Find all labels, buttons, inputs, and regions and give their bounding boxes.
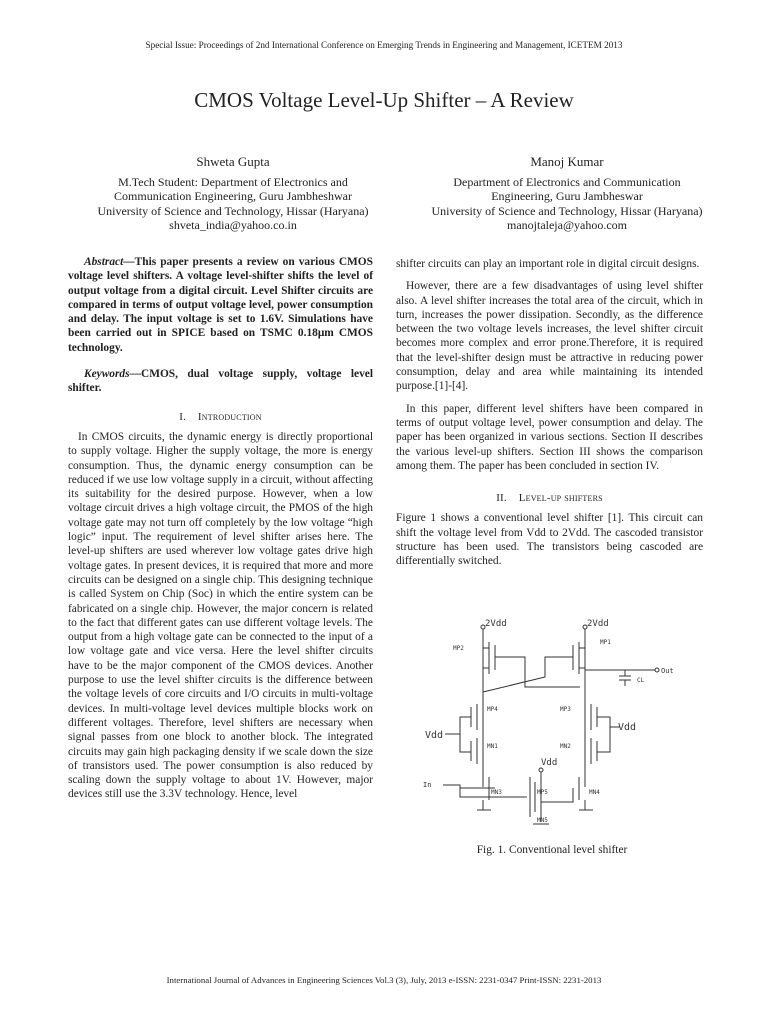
author-email: manojtaleja@yahoo.com [506, 218, 627, 233]
label-mn1: MN1 [487, 743, 498, 750]
keywords-label: Keywords— [84, 368, 141, 381]
label-vdd-mid: Vdd [541, 758, 558, 768]
paragraph: However, there are a few disadvantages of using level shifter also. A level shifter increases the total area of the circuit, which in turn, increases the power dissipation. Secondly, as the difference between the two voltage levels increases, the level shifter circuit becomes more complex and error prone.Therefore, it is required that the level-shifter design must be attractive in reducing power consumption, delay and area while maintaining its intended purpose.[1]-[4]. [396, 280, 703, 393]
abstract [68, 255, 373, 355]
author-affiliation-line: Engineering, Guru Jambheswar [491, 189, 643, 204]
author-name: Shweta Gupta [196, 154, 270, 169]
label-in: In [423, 781, 432, 789]
author-name: Manoj Kumar [530, 154, 604, 169]
author-affiliation-line: M.Tech Student: Department of Electronics and [118, 174, 348, 189]
label-cl: CL [637, 677, 645, 684]
author-affiliation-line: Communication Engineering, Guru Jambheshwar [114, 189, 352, 204]
author-block-1 [68, 155, 398, 233]
label-mn5: MN5 [537, 817, 548, 824]
paragraph: In this paper, different level shifters have been compared in terms of output voltage level, power consumption and delay. The paper has been organized in various sections. Section II describes the various level-up shifters. Section III shows the comparison among them. The paper has been concluded in section IV. [396, 402, 703, 472]
keywords-text: CMOS, dual voltage supply, voltage level shifter. [68, 368, 373, 395]
label-mp1: MP1 [600, 639, 611, 646]
abstract-label: Abstract— [84, 256, 135, 268]
label-mn2: MN2 [560, 743, 571, 750]
author-block-2 [402, 155, 732, 233]
section-title: Level-up shifters [518, 492, 603, 505]
right-column [396, 257, 703, 577]
paragraph: shifter circuits can play an important role in digital circuit designs. [396, 258, 700, 270]
running-header: Special Issue: Proceedings of 2nd International Conference on Emerging Trends in Engineering and Management, ICETEM 2013 [145, 40, 623, 50]
keywords [68, 367, 373, 396]
label-mn4: MN4 [589, 789, 600, 796]
label-mp4: MP4 [487, 706, 498, 713]
author-email: shveta_india@yahoo.co.in [169, 218, 297, 233]
label-vdd-right: Vdd [618, 722, 637, 733]
output-terminal [655, 668, 659, 672]
level-shifter-schematic [415, 612, 700, 837]
label-mp2: MP2 [453, 645, 464, 652]
abstract-text: This paper presents a review on various CMOS voltage level shifters. A voltage level-shifter shifts the level of output voltage from a digital circuit. Level Shifter circuits are compared in terms of output voltage level, power consumption and delay. The input voltage is set to 1.6V. Simulations have been carried out in SPICE based on TSMC 0.18μm CMOS technology. [68, 256, 373, 354]
figure-caption: Fig. 1. Conventional level shifter [476, 844, 628, 856]
label-out: Out [661, 667, 674, 675]
section-number: I. [179, 410, 187, 423]
author-affiliation-line: University of Science and Technology, Hissar (Haryana) [431, 203, 703, 218]
label-mp3: MP3 [560, 706, 571, 713]
label-mp5: MP5 [537, 789, 548, 796]
left-column [68, 255, 373, 810]
label-vdd-left: Vdd [425, 730, 444, 741]
label-2vdd-right: 2Vdd [587, 619, 609, 629]
author-affiliation-line: Department of Electronics and Communication [453, 174, 681, 189]
section-title: Introduction [197, 410, 262, 423]
paragraph: Figure 1 shows a conventional level shifter [1]. This circuit can shift the voltage level from Vdd to 2Vdd. The cascoded transistor structure has been used. The transistors being cascoded are differentially switched. [396, 512, 703, 568]
section-heading-level-up-shifters [396, 491, 703, 505]
running-footer: International Journal of Advances in Engineering Sciences Vol.3 (3), July, 2013 e-ISSN: 2231-0347 Print-ISSN: 2231-2013 [166, 975, 602, 985]
supply-terminal-mid [539, 768, 543, 772]
section-number: II. [496, 492, 507, 505]
section-heading-introduction [68, 410, 373, 424]
introduction-paragraph: In CMOS circuits, the dynamic energy is directly proportional to supply voltage. Higher the supply voltage, the more is energy consumption. Thus, the dynamic energy consumption can be reduced if we use low voltage supply in a circuit, without affecting its suitability for the desired purpose. However, when a low voltage circuit drives a high voltage circuit, the PMOS of the high voltage gate may not turn off completely by the low voltage “high logic” input. The requirement of level shifter arises here. The level-up shifters are used wherever low voltage gates drive high voltage gates. In present devices, it is required that more and more circuits can be designed on a single chip. This designing technique is called System on Chip (Soc) in which the entire system can be fabricated on a single chip. However, the major concern is related to the fact that different gates can use different voltage levels. The output from a high voltage gate can be connected to the input of a low voltage gate and vice versa. Here the level shifter circuits have to be the major component of the CMOS devices. Another purpose to use the level shifter circuits is the difference between the voltage levels of core circuits and I/O circuits in multi-voltage devices. In multi-voltage level devices multiple blocks work on different voltages. Therefore, level shifters are necessary when signal passes from one block to another block. The integrated circuits may gain high packaging density if we scale down the size of transistors used. The power consumption is also reduced by scaling down the supply voltage to about 1V. However, major devices still use the 3.3V technology. Hence, level [68, 430, 373, 801]
label-2vdd-left: 2Vdd [485, 619, 507, 629]
author-affiliation-line: University of Science and Technology, Hissar (Haryana) [97, 203, 369, 218]
paper-title: CMOS Voltage Level-Up Shifter – A Review [194, 88, 574, 112]
label-mn3: MN3 [491, 789, 502, 796]
